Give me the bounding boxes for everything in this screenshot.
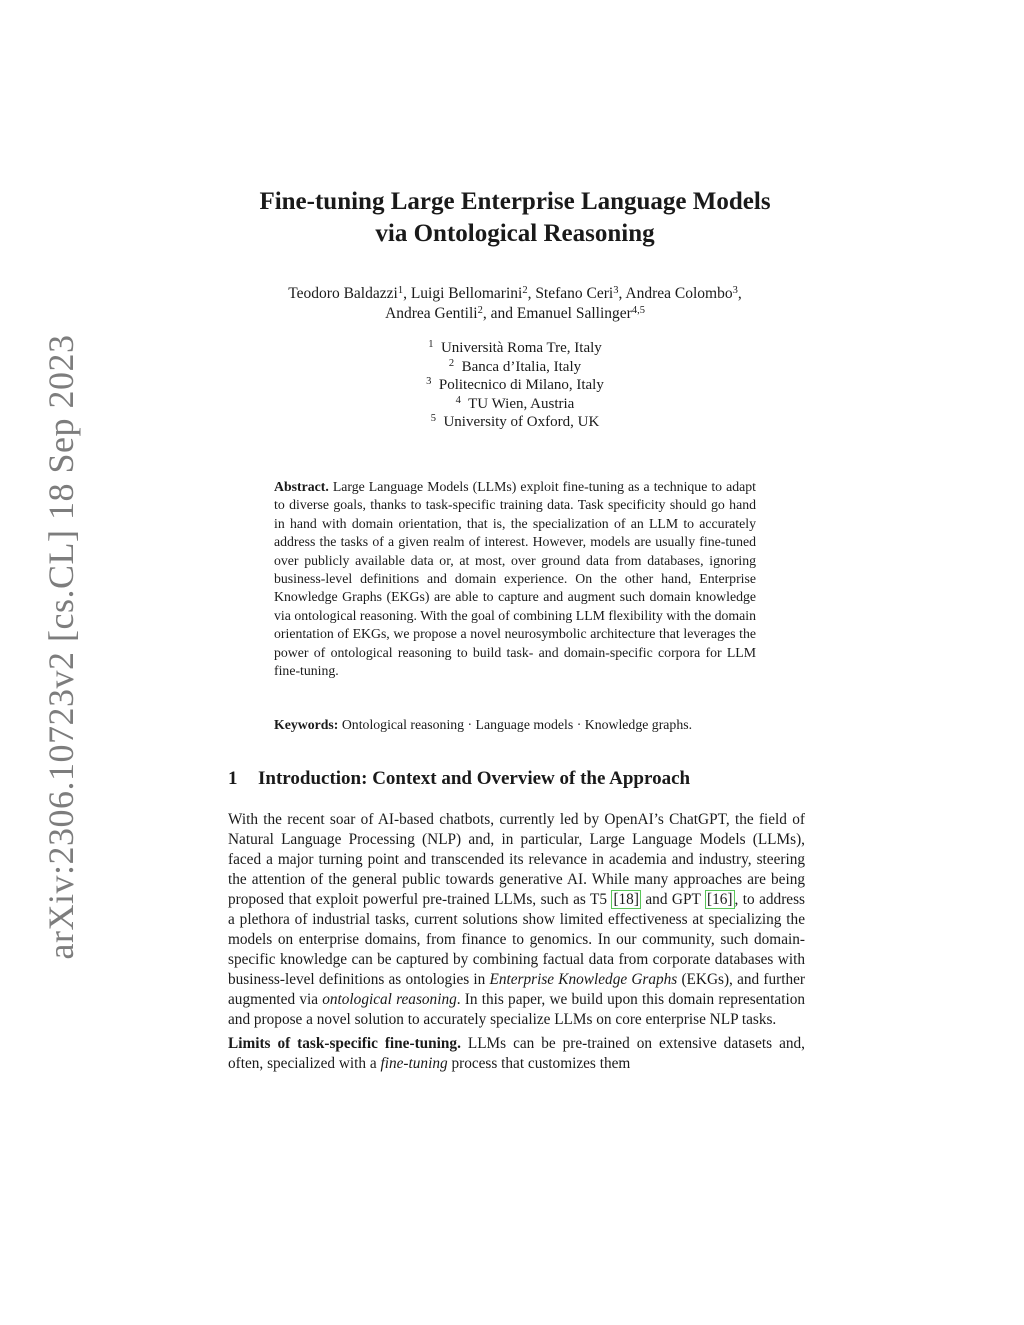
keywords-label: Keywords: bbox=[274, 717, 339, 732]
citation-link[interactable]: [18] bbox=[613, 891, 639, 908]
keywords bbox=[274, 716, 784, 734]
affiliation-item: $^2$ Banca d’Italia, Italy bbox=[448, 357, 582, 375]
abstract-label: Abstract. bbox=[274, 479, 329, 494]
affiliation-list bbox=[200, 339, 830, 432]
keywords-text: Ontological reasoning · Language models · Knowledge graphs. bbox=[341, 717, 693, 732]
author-list bbox=[200, 284, 830, 324]
affiliation-item: $^1$ Università Roma Tre, Italy bbox=[428, 339, 602, 356]
author: Teodoro Baldazzi$^1$, bbox=[288, 285, 411, 302]
paragraph: Limits of task-specific fine-tuning. LLMs can be pre-trained on extensive datasets and, often, specialized with a fine-tuning process that customizes them bbox=[228, 1035, 805, 1072]
abstract bbox=[274, 478, 756, 680]
affiliation-item: $^4$ TU Wien, Austria bbox=[455, 394, 575, 412]
section-title: Introduction: Context and Overview of the Approach bbox=[258, 768, 691, 789]
arxiv-identifier-text: arXiv:2306.10723v2 [cs.CL] 18 Sep 2023 bbox=[41, 334, 81, 960]
citation-link[interactable]: [16] bbox=[707, 891, 733, 908]
section-number: 1 bbox=[228, 768, 238, 789]
section-heading bbox=[228, 767, 818, 791]
author: Emanuel Sallinger$^{4,5}$ bbox=[516, 305, 645, 322]
introduction-body bbox=[228, 810, 805, 1074]
affiliation-item: $^3$ Politecnico di Milano, Italy bbox=[426, 376, 604, 393]
paragraph: With the recent soar of AI-based chatbots, currently led by OpenAI’s ChatGPT, the field of Natural Language Processing (NLP) and, in particular, Large Language Models (LLMs), faced a major turning point and transcended its relevance in academia and industry, steering the attention of the general public towards generative AI. While many approaches are being proposed that exploit powerful pre-trained LLMs, such as T5 [18] and GPT [16] , to address a plethora of industrial tasks, current solutions show limited effectiveness at specializing the models on enterprise domains, from finance to genomics. In our community, such domain-specific knowledge can be captured by combining factual data from corporate databases with business-level definitions as ontologies in Enterprise Knowledge Graphs (EKGs), and further augmented via ontological reasoning. In this paper, we build upon this domain representation and propose a novel solution to accurately specialize LLMs on core enterprise NLP tasks. bbox=[228, 811, 806, 1028]
author: Stefano Ceri$^3$, bbox=[535, 285, 626, 302]
affiliation-item: $^5$ University of Oxford, UK bbox=[430, 413, 600, 430]
abstract-text: Large Language Models (LLMs) exploit fine-tuning as a technique to adapt to diverse goals, thanks to task-specific training data. Task specificity should go hand in hand with domain orientation, that is, the specialization of an LLM to accurately address the tasks of a given realm of interest. However, models are usually fine-tuned over publicly available data or, at most, over ground data from databases, ignoring business-level definitions and domain experience. On the other hand, Enterprise Knowledge Graphs (EKGs) are able to capture and augment such domain knowledge via ontological reasoning. With the goal of combining LLM flexibility with the domain orientation of EKGs, we propose a novel neurosymbolic architecture that leverages the power of ontological reasoning to build task- and domain-specific corpora for LLM fine-tuning. bbox=[274, 479, 756, 679]
paper-title-line-1: Fine-tuning Large Enterprise Language Models bbox=[259, 188, 771, 215]
paper-title bbox=[200, 186, 830, 250]
paragraph-heading: Limits of task-specific fine-tuning. bbox=[228, 1035, 461, 1052]
paper-title-line-2: via Ontological Reasoning bbox=[375, 220, 655, 247]
author: Luigi Bellomarini$^2$, bbox=[410, 285, 536, 302]
author: Andrea Colombo$^3$, bbox=[625, 285, 742, 302]
author: Andrea Gentili$^2$, and bbox=[385, 305, 517, 322]
